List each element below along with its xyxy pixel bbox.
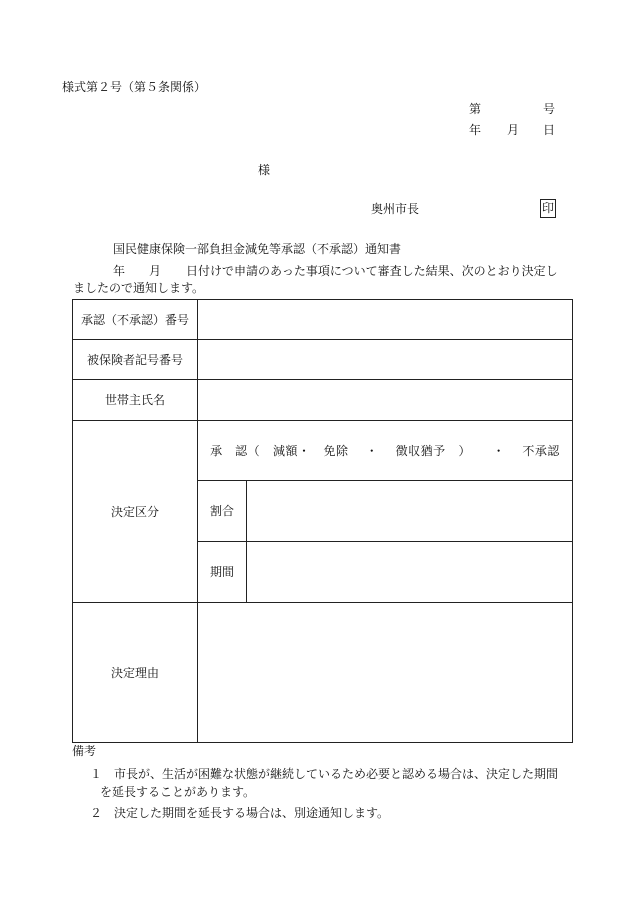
householder-name-field: [198, 380, 573, 421]
approval-number-field: [198, 300, 573, 340]
doc-number-dai: 第: [469, 102, 482, 116]
option-close-paren: ）: [458, 443, 472, 458]
option-deferral: 徴収猶予: [395, 443, 446, 458]
decision-reason-field: [198, 603, 573, 743]
issuer-name: 奥州市長: [371, 202, 420, 216]
option-separator: ・: [365, 443, 379, 458]
notice-table: [72, 299, 573, 743]
option-disapprove: 不承認: [522, 443, 560, 458]
option-approve: 承 認（: [210, 443, 261, 458]
doc-date-day: 日: [543, 123, 556, 137]
period-label: 期間: [198, 542, 247, 603]
note-item-1-line2: を延長することがあります。: [100, 785, 256, 799]
option-reduction: 減額・: [273, 443, 311, 458]
doc-number-go: 号: [543, 102, 556, 116]
decision-category-label: 決定区分: [73, 421, 198, 603]
option-exemption: 免除: [323, 443, 349, 458]
insured-number-field: [198, 340, 573, 380]
table-row: [73, 421, 573, 481]
seal-mark: 印: [540, 199, 556, 218]
insured-number-label: 被保険者記号番号: [73, 340, 198, 380]
notes-heading: 備考: [72, 744, 97, 758]
body-year: 年: [113, 264, 126, 278]
note-item-2: ２ 決定した期間を延長する場合は、別途通知します。: [90, 806, 390, 820]
table-row: [73, 300, 573, 340]
document-title: 国民健康保険一部負担金減免等承認（不承認）通知書: [113, 242, 402, 256]
approval-number-label: 承認（不承認）番号: [73, 300, 198, 340]
period-field: [247, 542, 573, 603]
body-text-line2: ましたので通知します。: [73, 281, 205, 295]
form-number-label: 様式第２号（第５条関係）: [62, 80, 207, 94]
addressee-suffix: 様: [258, 163, 271, 177]
body-month: 月: [149, 264, 162, 278]
table-row: [73, 603, 573, 743]
table-row: [73, 340, 573, 380]
ratio-label: 割合: [198, 481, 247, 542]
table-row: [73, 380, 573, 421]
doc-date-year: 年: [469, 123, 482, 137]
doc-date-month: 月: [507, 123, 520, 137]
householder-name-label: 世帯主氏名: [73, 380, 198, 421]
decision-reason-label: 決定理由: [73, 603, 198, 743]
ratio-field: [247, 481, 573, 542]
decision-options: [198, 421, 573, 481]
body-text-line1: 日付けで申請のあった事項について審査した結果、次のとおり決定し: [186, 264, 558, 278]
option-separator: ・: [492, 443, 506, 458]
note-item-1-line1: １ 市長が、生活が困難な状態が継続しているため必要と認める場合は、決定した期間: [90, 767, 559, 781]
